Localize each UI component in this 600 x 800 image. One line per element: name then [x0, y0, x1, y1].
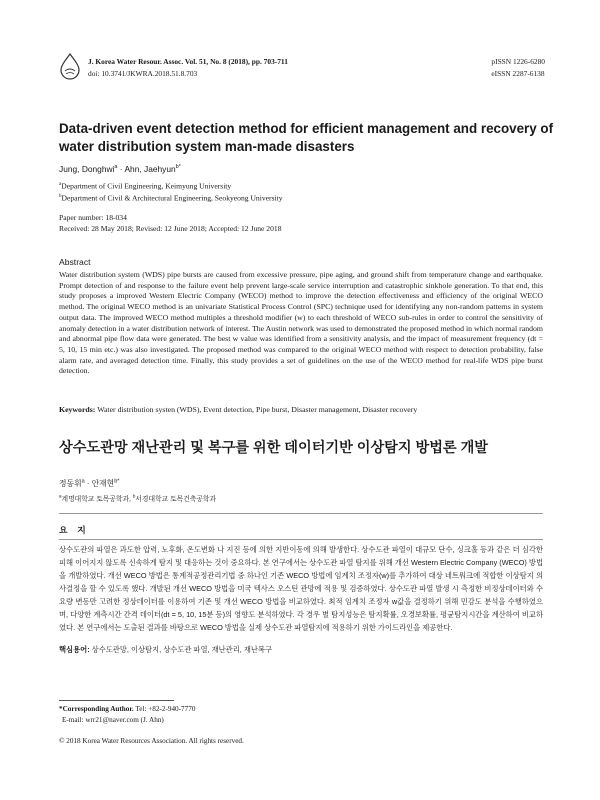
corr-email[interactable]: E-mail: wrr21@naver.com (J. Ahn) [62, 716, 164, 724]
affiliation-a: $^a$Department of Civil Engineering, Keimyung University [59, 181, 232, 191]
journal-citation: J. Korea Water Resour. Assoc. Vol. 51, No. 8 (2018), pp. 703-711 [88, 57, 288, 66]
korean-title: 상수도관망 재난관리 및 복구를 위한 데이터기반 이상탐지 방법론 개발 [59, 440, 488, 456]
keywords-label: Keywords: [59, 405, 96, 414]
abstract-heading: Abstract [59, 257, 91, 267]
footnote-rule [59, 700, 174, 701]
abstract-text: Water distribution system (WDS) pipe bursts are caused from excessive pressure, pipe aging, and ground shift from temperature change and earthquake. Prompt detection of and response to the failure event help prevent large-scale service interruption and catastrophic sinkhole generation. To that end, this study proposes a improved Western Electric Company (WECO) method to improve the detection effectiveness and efficiency of the original WECO method. The original WECO method is an univariate Statistical Process Control (SPC) technique used for identifying any non-random patterns in system output data. The improved WECO method multiples a threshold modifier (w) to each threshold of WECO sub-rules in order to control the sensitivity of anomaly detection in a water distribution network of interest. The Austin network was used to demonstrated the proposed method in which normal random and abnormal pipe flow data were generated. The best w value was identified from a sensitivity analysis, and the impact of measurement frequency (dt = 5, 10, 15 min etc.) was also investigated. The proposed method was compared to the original WECO method with respect to detection probability, false alarm rate, and averaged detection time. Finally, this study provides a set of guidelines on the use of the WECO method for real-life WDS pipe burst detection. [59, 270, 543, 376]
divider-top [59, 513, 543, 514]
korean-keywords [59, 645, 543, 655]
issn-block [491, 56, 545, 79]
eissn: eISSN 2287-6138 [491, 68, 545, 78]
pissn: pISSN 1226-6280 [491, 57, 545, 66]
paper-dates: Received: 28 May 2018; Revised: 12 June 2018; Accepted: 12 June 2018 [59, 224, 282, 233]
korean-authors: 정동휘$^a$ · 안재현$^{b*}$ [59, 478, 120, 488]
korean-summary-heading: 요 지 [59, 525, 86, 535]
keywords-list: Water distribution systen (WDS), Event detection, Pipe burst, Disaster management, Disaster recovery [97, 405, 418, 414]
corr-tel: Tel: +82-2-940-7770 [133, 705, 196, 713]
paper-number: Paper number: 18-034 [59, 213, 127, 222]
korean-keywords-label: 핵심용어: [59, 645, 90, 654]
author-list: Jung, Donghwi$^a$ · Ahn, Jaehyun$^{b*}$ [59, 164, 181, 174]
divider-bottom [59, 539, 543, 540]
copyright: © 2018 Korea Water Resources Association. All rights reserved. [59, 737, 244, 745]
corresponding-author [59, 704, 195, 726]
affiliations [59, 180, 283, 203]
author-1: Jung, Donghwi [59, 164, 115, 174]
author-2: · Ahn, Jaehyun [117, 164, 176, 174]
korean-affiliations: $^a$계명대학교 토목공학과, $^b$서경대학교 토목건축공학과 [59, 493, 217, 503]
journal-header [88, 56, 288, 79]
paper-title: Data-driven event detection method for efficient management and recovery of water distribution system man-made disasters [59, 121, 554, 154]
corr-label: *Corresponding Author. [59, 705, 134, 713]
paper-info [59, 212, 282, 234]
korean-summary-text: 상수도관의 파열은 과도한 압력, 노후화, 온도변화 나 지진 등에 의한 지반이동에 의해 발생한다. 상수도관 파열이 대규모 단수, 싱크홀 등과 같은 더 심각한 피해 이어지지 않도록 신속하게 탐지 및 대응하는 것이 중요하다. 본 연구에서는 상수도관 파열 탐지를 위해 개선 Western Electric Company (WECO) 방법을 개발하였다. 개선 WECO 방법은 통계적공정관리기법 중 하나인 기존 WECO 방법에 임계치 조정자(w)를 추가하여 대상 네트워크에 적합한 이상탐지 의사결정을 할 수 있도록 했다. 개발된 개선 WECO 방법을 미국 텍사스 오스틴 관망에 적용 및 검증하였다. 상수도관 파열 발생 시 측정한 비정상데이터와 수요량 변동만 고려한 정상데이터를 이용하여 기존 및 개선 WECO 방법을 비교하였다. 최적 임계치 조정자 w값을 결정하기 위해 민감도 분석을 수행하였으며, 다양한 계측시간 간격 데이터(dt = 5, 10, 15분 등)의 영향도 분석하였다. 각 경우 별 탐지성능은 탐지확률, 오경보확률, 평균탐지시간을 계산하여 비교하였다. 본 연구에서는 도출된 결과를 바탕으로 WECO 방법을 실제 상수도관 파열탐지에 적용하기 위한 가이드라인을 제공한다. [59, 545, 543, 632]
keywords [59, 405, 543, 414]
korean-keywords-list: 상수도관망, 이상탐지, 상수도관 파열, 재난관리, 재난복구 [89, 645, 273, 654]
doi[interactable]: doi: 10.3741/JKWRA.2018.51.8.703 [88, 68, 198, 78]
affiliation-b: $^b$Department of Civil & Architectural Engineering, Seokyeong University [59, 193, 283, 203]
journal-logo-icon [57, 52, 83, 80]
